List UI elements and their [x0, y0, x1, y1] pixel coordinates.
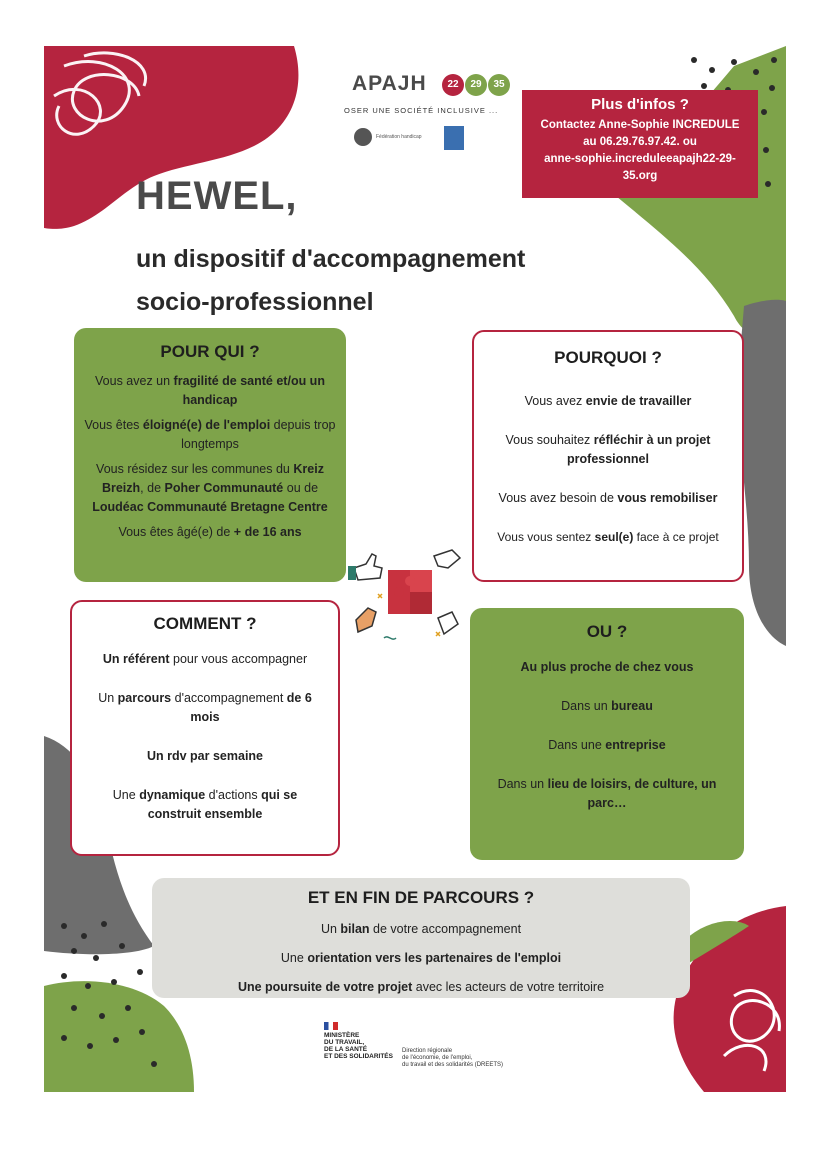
- ou-item: Dans un lieu de loisirs, de culture, un parc…: [497, 777, 717, 810]
- republique-flag-icon: [324, 1022, 338, 1030]
- apajh-logo: [344, 70, 514, 160]
- pour-qui-card: [74, 328, 346, 582]
- government-logo: [324, 1022, 544, 1078]
- puzzle-knob: [405, 576, 415, 586]
- fin-item: Un bilan de votre accompagnement: [320, 922, 522, 936]
- puzzle-hands-illustration: [348, 548, 464, 646]
- contact-info-text: [522, 117, 758, 185]
- pourquoi-item: Vous souhaitez réfléchir à un projet professionnel: [505, 433, 711, 466]
- grab-hand: [356, 608, 376, 632]
- contact-info-title: Plus d'infos ?: [591, 96, 689, 113]
- pourquoi-item: Vous avez envie de travailler: [524, 394, 692, 408]
- contact-info-box: [522, 90, 758, 198]
- fin-de-parcours-card: [152, 878, 690, 998]
- pour-qui-item: Vous êtes âgé(e) de + de 16 ans: [118, 525, 302, 539]
- contact-email-end: 35.org: [622, 170, 658, 182]
- comment-item: Une dynamique d'actions qui se construit ensemble: [112, 788, 298, 821]
- federation-logo-icon: [354, 128, 372, 146]
- subtitle-line-1: un dispositif d'accompagnement: [136, 245, 526, 273]
- contact-phone: au 06.29.76.97.42. ou: [583, 136, 697, 148]
- thumbs-up-hand: [354, 554, 382, 580]
- pourquoi-heading: POURQUOI ?: [554, 348, 662, 367]
- fin-item: Une orientation vers les partenaires de l'emploi: [280, 951, 562, 965]
- ministry-name: MINISTÈRE DU TRAVAIL, DE LA SANTÉ ET DES SOLIDARITÉS: [324, 1032, 393, 1060]
- comment-heading: COMMENT ?: [153, 614, 257, 633]
- dept-29: 29: [465, 74, 487, 96]
- pourquoi-item: Vous vous sentez seul(e) face à ce projet: [497, 530, 719, 544]
- ou-item: Dans un bureau: [561, 699, 653, 713]
- pourquoi-card: [472, 330, 744, 582]
- contact-line: Contactez Anne-Sophie INCREDULE: [540, 119, 740, 131]
- apajh-department-dots: [442, 74, 510, 96]
- comment-card: [70, 600, 340, 856]
- fin-item: Une poursuite de votre projet avec les acteurs de votre territoire: [237, 980, 605, 994]
- ou-heading: OU ?: [586, 622, 628, 641]
- pour-qui-item: Vous résidez sur les communes du Kreiz Breizh, de Poher Communauté ou de Loudéac Communauté Bretagne Centre: [92, 462, 328, 514]
- partner-logo-icon: [444, 126, 464, 150]
- federation-logo: [354, 128, 422, 146]
- pointing-hand: [438, 612, 458, 634]
- dept-22: 22: [442, 74, 464, 96]
- sleeve-left: [348, 566, 356, 580]
- apajh-tagline: OSER UNE SOCIÉTÉ INCLUSIVE ...: [344, 106, 499, 115]
- pour-qui-item: Vous avez un fragilité de santé et/ou un handicap: [95, 374, 325, 407]
- federation-logo-text: Fédération handicap: [376, 134, 422, 140]
- comment-item: Un rdv par semaine: [146, 749, 263, 763]
- fin-heading: ET EN FIN DE PARCOURS ?: [307, 888, 535, 907]
- ou-item: Dans une entreprise: [548, 738, 666, 752]
- comment-item: Un référent pour vous accompagner: [102, 652, 308, 666]
- contact-email: anne-sophie.increduleeapajh22-29-: [544, 153, 736, 165]
- grey-shape-right: [738, 300, 786, 646]
- squiggle: [384, 637, 396, 639]
- puzzle-knob: [394, 587, 404, 597]
- dreets-direction: Direction régionale de l'économie, de l'emploi, du travail et des solidarités (DREETS): [402, 1048, 504, 1068]
- page-title: HEWEL,: [136, 174, 298, 218]
- ou-item: Au plus proche de chez vous: [520, 660, 694, 674]
- apajh-brand: APAJH: [352, 72, 427, 95]
- ou-card: [470, 608, 744, 860]
- right-hand-top: [434, 550, 460, 568]
- pour-qui-heading: POUR QUI ?: [160, 342, 260, 361]
- comment-item: Un parcours d'accompagnement de 6 mois: [98, 691, 312, 724]
- puzzle-piece: [410, 592, 432, 614]
- page-subtitle: [136, 238, 525, 324]
- dept-35: 35: [488, 74, 510, 96]
- flyer-page: [44, 46, 786, 1092]
- pourquoi-item: Vous avez besoin de vous remobiliser: [498, 491, 718, 505]
- pour-qui-item: Vous êtes éloigné(e) de l'emploi depuis trop longtemps: [84, 418, 336, 451]
- subtitle-line-2: socio-professionnel: [136, 288, 374, 316]
